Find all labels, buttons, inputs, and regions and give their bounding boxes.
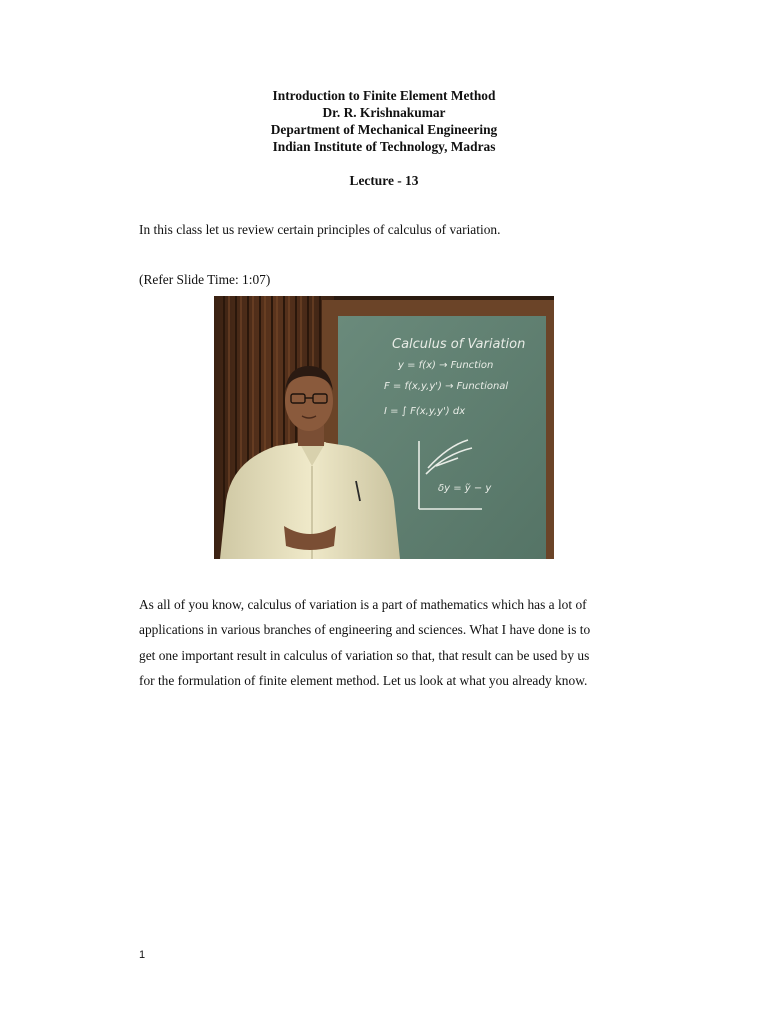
body-line: for the formulation of finite element method. Let us look at what you already know. xyxy=(139,672,588,688)
body-line: get one important result in calculus of variation so that, that result can be used by us xyxy=(139,647,590,663)
lecture-video-illustration xyxy=(214,296,554,559)
intro-paragraph: In this class let us review certain principles of calculus of variation. xyxy=(139,222,501,237)
instructor-name: Dr. R. Krishnakumar xyxy=(322,105,446,120)
page-number: 1 xyxy=(139,949,146,961)
slide-time-reference: (Refer Slide Time: 1:07) xyxy=(139,272,271,287)
board-line-1: y = f(x) → Function xyxy=(398,360,494,371)
board-line-3: I = ∫ F(x,y,y') dx xyxy=(384,406,466,417)
body-line: As all of you know, calculus of variation is a part of mathematics which has a lot of xyxy=(139,597,587,612)
board-line-4: δy = ỹ − y xyxy=(438,483,492,494)
body-paragraph xyxy=(139,592,639,693)
institute-name: Indian Institute of Technology, Madras xyxy=(272,139,496,154)
board-title: Calculus of Variation xyxy=(392,337,526,352)
body-line: applications in various branches of engineering and sciences. What I have done is to xyxy=(139,622,591,638)
lecture-video-frame xyxy=(214,296,554,559)
course-title: Introduction to Finite Element Method xyxy=(272,88,496,103)
document-header xyxy=(0,87,768,155)
department-name: Department of Mechanical Engineering xyxy=(270,122,498,137)
lecture-number: Lecture - 13 xyxy=(349,173,419,188)
board-line-2: F = f(x,y,y') → Functional xyxy=(384,381,509,392)
